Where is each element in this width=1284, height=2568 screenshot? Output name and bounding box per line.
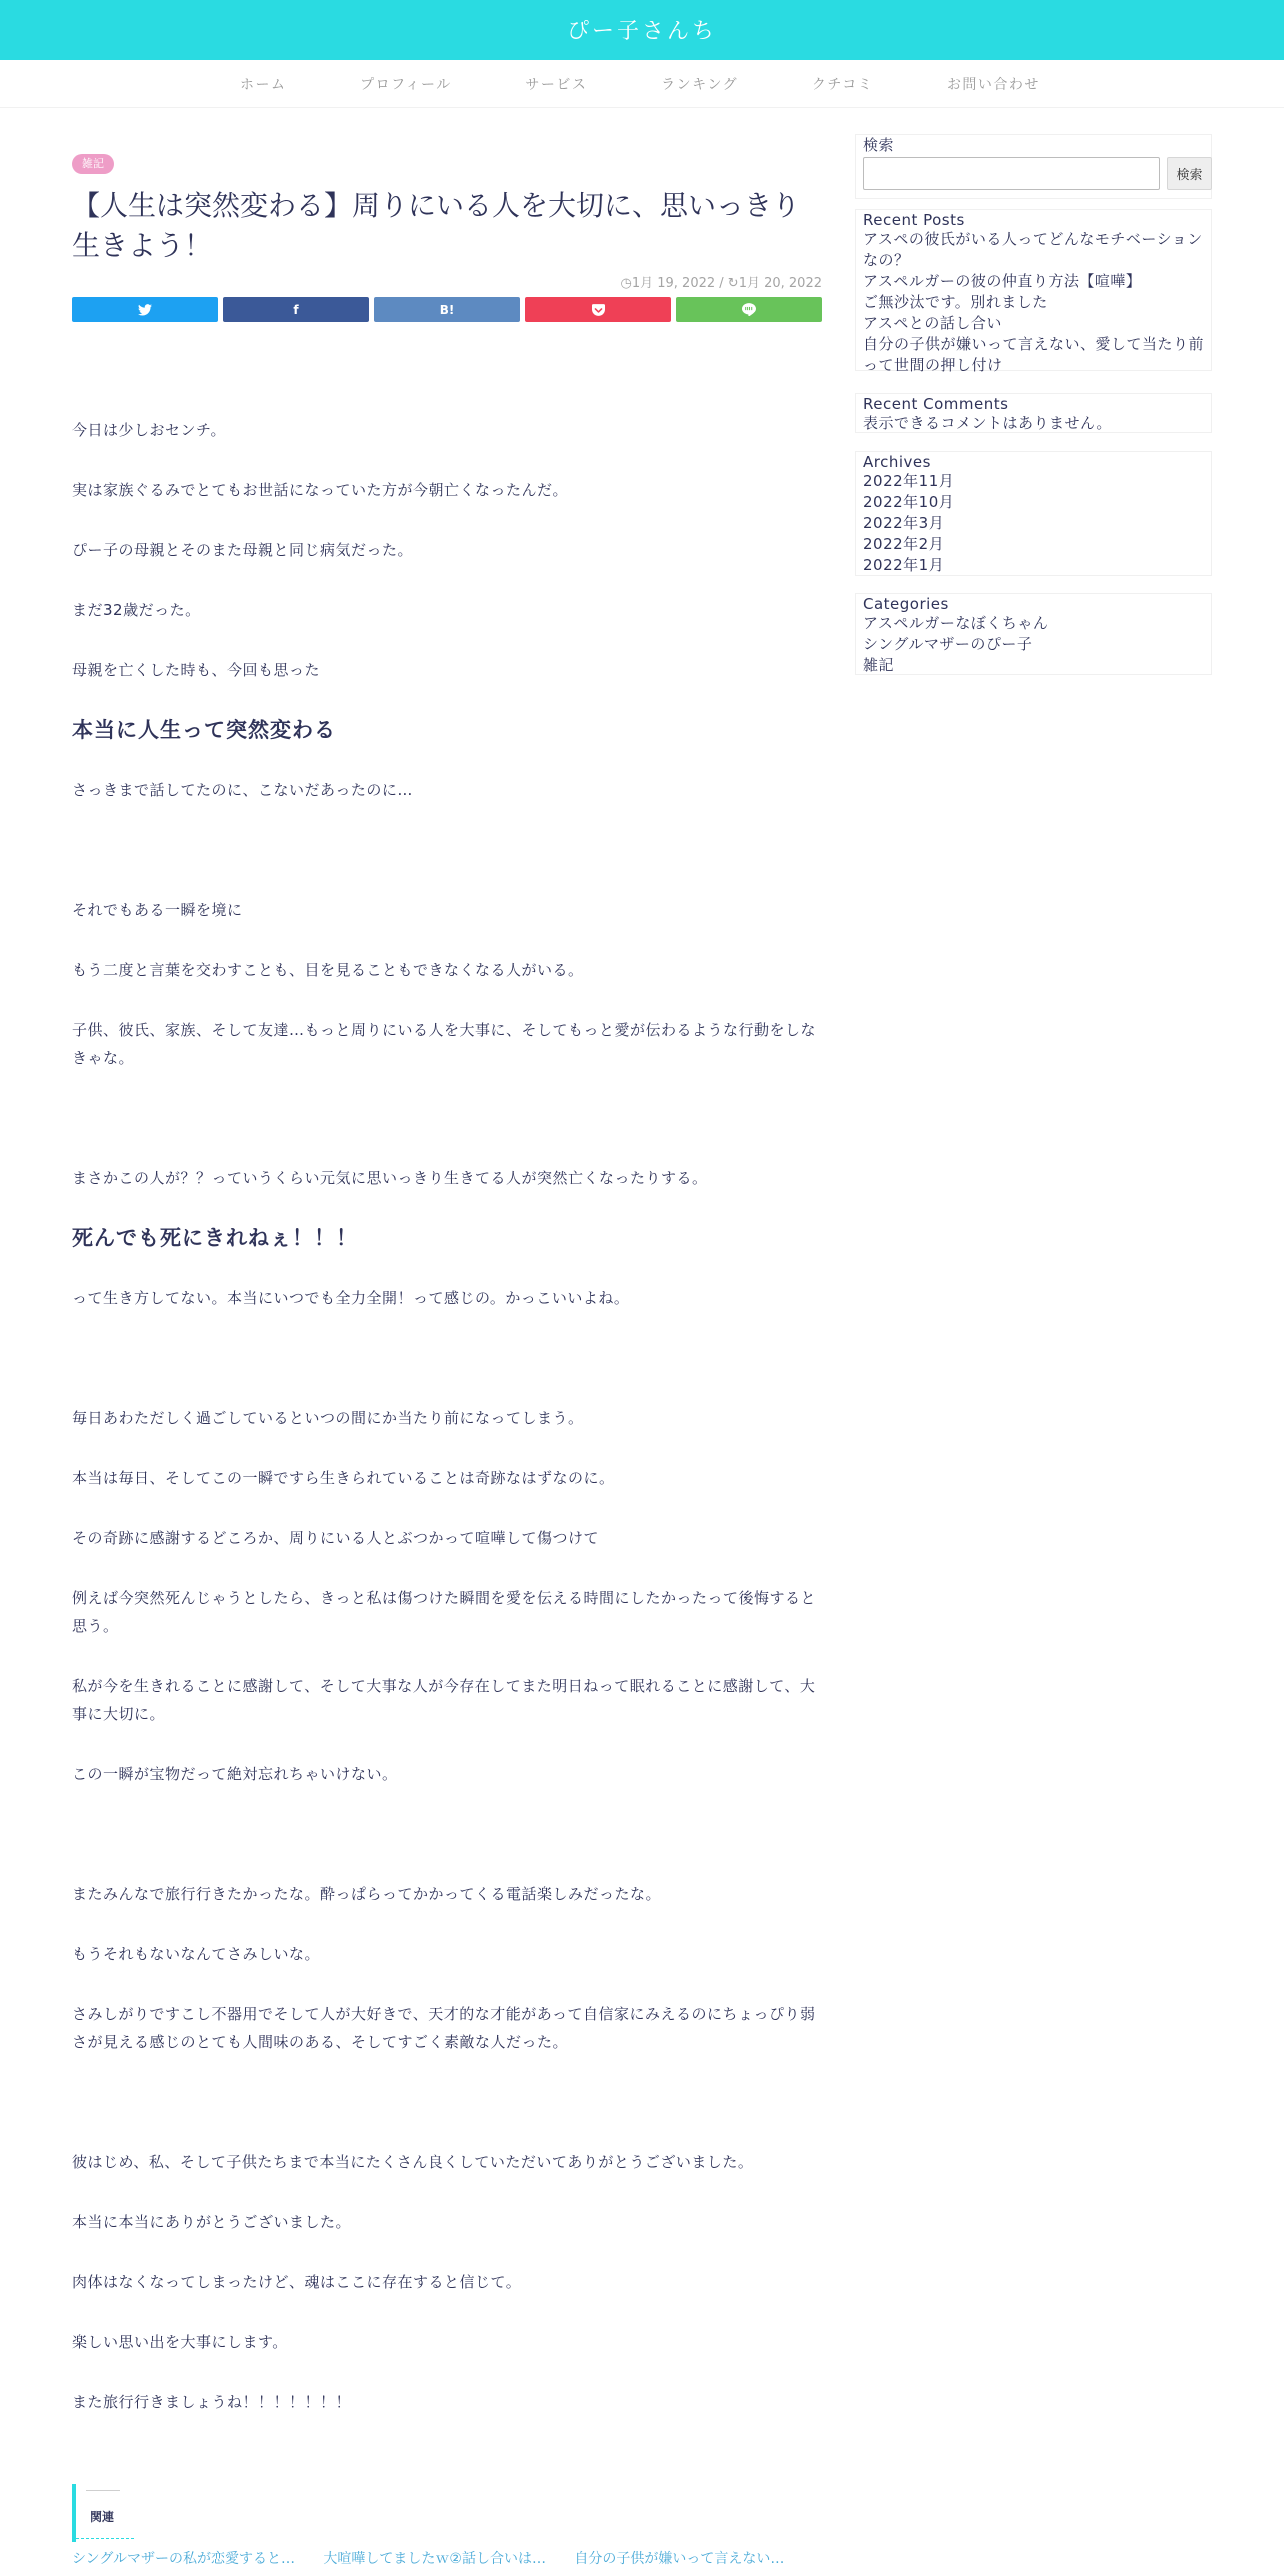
recent-post-link[interactable]: アスペの彼氏がいる人ってどんなモチベーションなの？ <box>863 230 1203 269</box>
search-button[interactable]: 検索 <box>1167 157 1212 190</box>
paragraph: その奇跡に感謝するどころか、周りにいる人とぶつかって喧嘩して傷つけて <box>72 1529 600 1547</box>
paragraph: ぴー子の母親とそのまた母親と同じ病気だった。 <box>72 541 414 559</box>
global-nav <box>0 60 1284 108</box>
section-heading: 本当に人生って突然変わる <box>72 718 336 742</box>
archive-link[interactable]: 2022年3月 <box>863 514 945 532</box>
nav-item-reviews[interactable]: クチコミ <box>811 77 874 93</box>
hatena-icon: B! <box>439 302 455 317</box>
site-header <box>0 0 1284 60</box>
category-badge[interactable]: 雑記 <box>72 154 114 174</box>
recent-post-link[interactable]: アスペとの話し合い <box>863 314 1002 332</box>
category-link[interactable]: 雑記 <box>863 656 895 674</box>
paragraph: 母親を亡くした時も、今回も思った <box>72 661 321 679</box>
share-facebook-button[interactable] <box>223 297 369 322</box>
related-underline <box>76 2538 134 2539</box>
paragraph: 毎日あわただしく過ごしているといつの間にか当たり前になってしまう。 <box>72 1409 584 1427</box>
related-links <box>72 2548 822 2568</box>
related-link[interactable]: 大喧嘩してましたｗ②話し合いは… <box>323 2551 546 2567</box>
section-heading: 死んでも死にきれねぇ！！！ <box>72 1226 358 1250</box>
paragraph: また旅行行きましょうね！！！！！！！ <box>72 2393 352 2411</box>
paragraph: 実は家族ぐるみでとてもお世話になっていた方が今朝亡くなったんだ。 <box>72 481 569 499</box>
nav-item-service[interactable]: サービス <box>525 77 588 93</box>
recent-post-link[interactable]: ご無沙汰です。別れました <box>863 293 1048 311</box>
archive-link[interactable]: 2022年1月 <box>863 556 945 574</box>
nav-item-ranking[interactable]: ランキング <box>661 77 739 93</box>
paragraph: 子供、彼氏、家族、そして友達…もっと周りにいる人を大事に、そしてもっと愛が伝わるような行動をしなきゃな。 <box>72 1021 817 1067</box>
paragraph: まだ32歳だった。 <box>72 601 201 619</box>
related-label: 関連 <box>90 2510 115 2524</box>
related-link[interactable]: シングルマザーの私が恋愛すると… <box>72 2551 295 2567</box>
recent-post-link[interactable]: 自分の子供が嫌いって言えない、愛して当たり前って世間の押し付け <box>863 335 1205 374</box>
nav-item-profile[interactable]: プロフィール <box>360 77 452 93</box>
share-buttons <box>72 297 822 322</box>
category-link[interactable]: シングルマザーのぴー子 <box>863 635 1033 653</box>
paragraph: 今日は少しおセンチ。 <box>72 421 226 439</box>
paragraph: またみんなで旅行行きたかったな。酔っぱらってかかってくる電話楽しみだったな。 <box>72 1885 662 1903</box>
categories-title: Categories <box>863 595 949 613</box>
search-widget-title: 検索 <box>863 136 895 154</box>
paragraph: もうそれもないなんてさみしいな。 <box>72 1945 321 1963</box>
clock-icon: ◷ <box>620 276 632 291</box>
related-divider <box>86 2490 120 2491</box>
site-title[interactable]: ぴー子さんち <box>566 19 717 44</box>
paragraph: さみしがりですこし不器用でそして人が大好きで、天才的な才能があって自信家にみえるのにちょっぴり弱さが見える感じのとても人間味のある、そしてすごく素敵な人だった。 <box>72 2005 816 2051</box>
recent-posts-widget <box>855 209 1212 374</box>
search-widget <box>855 134 1212 199</box>
archive-link[interactable]: 2022年2月 <box>863 535 945 553</box>
pocket-icon <box>592 304 605 316</box>
post-title: 【人生は突然変わる】周りにいる人を大切に、思いっきり生きよう！ <box>72 189 801 262</box>
post-dates <box>72 272 822 291</box>
updated-date: 1月 20, 2022 <box>738 276 822 291</box>
related-heading <box>72 2484 130 2542</box>
paragraph: さっきまで話してたのに、こないだあったのに… <box>72 781 413 799</box>
paragraph: この一瞬が宝物だって絶対忘れちゃいけない。 <box>72 1765 398 1783</box>
facebook-icon: f <box>293 302 299 317</box>
search-input[interactable] <box>863 157 1160 190</box>
share-pocket-button[interactable] <box>525 297 671 322</box>
share-line-button[interactable] <box>676 297 822 322</box>
paragraph: 彼はじめ、私、そして子供たちまで本当にたくさん良くしていただいてありがとうございました。 <box>72 2153 754 2171</box>
no-comments-text: 表示できるコメントはありません。 <box>863 414 1112 432</box>
global-nav-list <box>240 74 1040 96</box>
paragraph: 例えば今突然死んじゃうとしたら、きっと私は傷つけた瞬間を愛を伝える時間にしたかったって後悔すると思う。 <box>72 1589 817 1635</box>
paragraph: って生き方してない。本当にいつでも全力全開！って感じの。かっこいいよね。 <box>72 1289 630 1307</box>
archive-link[interactable]: 2022年11月 <box>863 472 955 490</box>
share-twitter-button[interactable] <box>72 297 218 322</box>
line-icon <box>742 303 756 316</box>
related-link[interactable]: 自分の子供が嫌いって言えない… <box>574 2551 785 2567</box>
recent-comments-title: Recent Comments <box>863 395 1009 413</box>
paragraph: それでもある一瞬を境に <box>72 901 243 919</box>
recent-post-link[interactable]: アスペルガーの彼の仲直り方法【喧嘩】 <box>863 272 1142 290</box>
paragraph: 本当に本当にありがとうございました。 <box>72 2213 352 2231</box>
archives-widget <box>855 451 1212 576</box>
recent-comments-widget <box>855 393 1212 433</box>
paragraph: 肉体はなくなってしまったけど、魂はここに存在すると信じて。 <box>72 2273 522 2291</box>
twitter-icon <box>138 304 152 316</box>
nav-item-contact[interactable]: お問い合わせ <box>946 77 1040 93</box>
share-hatena-button[interactable] <box>374 297 520 322</box>
paragraph: 本当は毎日、そしてこの一瞬ですら生きられていることは奇跡なはずなのに。 <box>72 1469 615 1487</box>
published-date: 1月 19, 2022 <box>631 276 716 291</box>
archive-link[interactable]: 2022年10月 <box>863 493 955 511</box>
archives-title: Archives <box>863 453 931 471</box>
paragraph: もう二度と言葉を交わすことも、目を見ることもできなくなる人がいる。 <box>72 961 584 979</box>
refresh-icon: ↻ <box>727 276 739 291</box>
date-separator: / <box>719 276 728 291</box>
paragraph: 楽しい思い出を大事にします。 <box>72 2333 288 2351</box>
nav-item-home[interactable]: ホーム <box>240 77 287 93</box>
category-link[interactable]: アスペルガーなぼくちゃん <box>863 614 1049 632</box>
recent-posts-title: Recent Posts <box>863 211 965 229</box>
categories-widget <box>855 593 1212 675</box>
paragraph: 私が今を生きれることに感謝して、そして大事な人が今存在してまた明日ねって眠れることに感謝して、大事に大切に。 <box>72 1677 816 1723</box>
paragraph: まさかこの人が？？っていうくらい元気に思いっきり生きてる人が突然亡くなったりする。 <box>72 1169 708 1187</box>
